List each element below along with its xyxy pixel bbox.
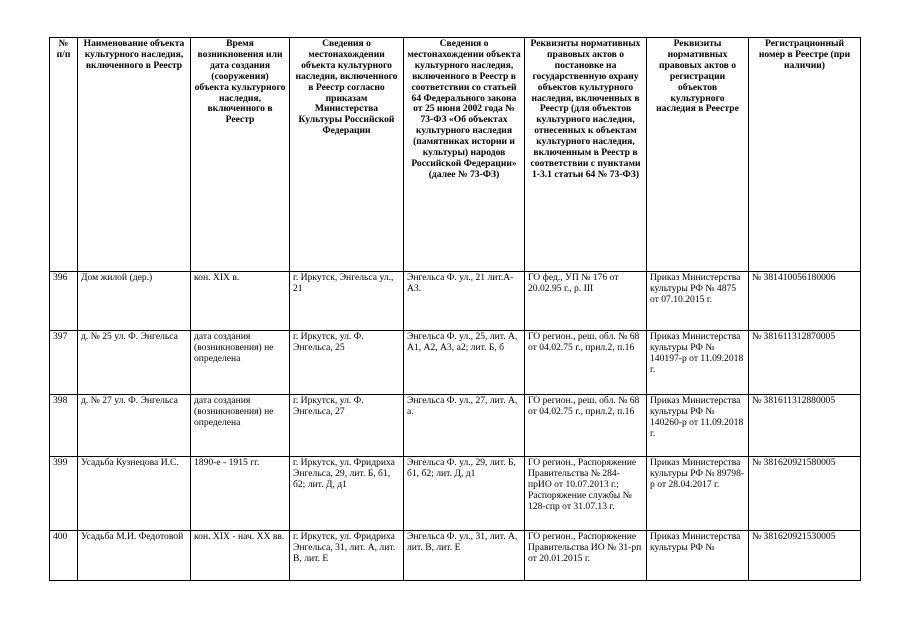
cell-location-ministry: г. Иркутск, ул. Фридриха Энгельса, 31, лит. А, лит. В, лит. Е (290, 531, 404, 581)
header-protection-acts: Реквизиты нормативных правовых актов о постановке на государственную охрану объектов культурного наследия, включенных в Реестр (для объектов культурного наследия, отнесенных к объектам культурного наследия, включенным в Реестр в соответствии с пунктами 1-3.1 статьи 64 № 73-ФЗ) (525, 38, 647, 272)
heritage-registry-table (49, 37, 861, 581)
cell-number: 398 (50, 395, 78, 457)
cell-protection-acts: ГО фед., УП № 176 от 20.02.95 г., р. III (525, 272, 647, 331)
table-row (50, 395, 861, 457)
header-registration-number: Регистрационный номер в Реестре (при наличии) (749, 38, 861, 272)
cell-registration-acts: Приказ Министерства культуры РФ № 140197-р от 11.09.2018 г. (647, 331, 749, 395)
cell-registration-number: № 381620921580005 (749, 457, 861, 531)
cell-number: 397 (50, 331, 78, 395)
cell-object-name: Дом жилой (дер.) (78, 272, 191, 331)
cell-registration-number: № 381620921530005 (749, 531, 861, 581)
cell-creation-date: кон. XIX - нач. XX вв. (191, 531, 290, 581)
header-location-article-64: Сведения о местонахождении объекта культурного наследия, включенного в Реестр в соответствии со статьей 64 Федерального закона от 25 июня 2002 года № 73-ФЗ «Об объектах культурного наследия (памятниках истории и культуры) народов Российской Федерации» (далее № 73-ФЗ) (404, 38, 525, 272)
cell-creation-date: кон. XIX в. (191, 272, 290, 331)
cell-location-article-64: Энгельса Ф. ул., 25, лит. А, А1, А2, А3, а2; лит. Б, б (404, 331, 525, 395)
cell-registration-acts: Приказ Министерства культуры РФ № 89798-р от 28.04.2017 г. (647, 457, 749, 531)
cell-location-ministry: г. Иркутск, Энгельса ул., 21 (290, 272, 404, 331)
cell-creation-date: 1890-е - 1915 гг. (191, 457, 290, 531)
cell-protection-acts: ГО регион., реш. обл. № 68 от 04.02.75 г., прил.2, п.16 (525, 395, 647, 457)
cell-object-name: Усадьба Кузнецова И.С. (78, 457, 191, 531)
cell-object-name: Усадьба М.И. Федотовой (78, 531, 191, 581)
cell-location-article-64: Энгельса Ф. ул., 27, лит. А, а. (404, 395, 525, 457)
cell-registration-acts: Приказ Министерства культуры РФ № (647, 531, 749, 581)
cell-registration-acts: Приказ Министерства культуры РФ № 140260-р от 11.09.2018 г. (647, 395, 749, 457)
cell-location-ministry: г. Иркутск, ул. Ф. Энгельса, 25 (290, 331, 404, 395)
cell-registration-number: № 381611312880005 (749, 395, 861, 457)
cell-location-article-64: Энгельса Ф. ул., 21 лит.А-А3. (404, 272, 525, 331)
table-row (50, 457, 861, 531)
cell-registration-acts: Приказ Министерства культуры РФ № 4875 от 07.10.2015 г. (647, 272, 749, 331)
cell-creation-date: дата создания (возникновения) не определена (191, 395, 290, 457)
cell-object-name: д. № 25 ул. Ф. Энгельса (78, 331, 191, 395)
table-header-row (50, 38, 861, 272)
cell-location-ministry: г. Иркутск, ул. Фридриха Энгельса, 29, лит. Б, б1, б2; лит. Д, д1 (290, 457, 404, 531)
cell-registration-number: № 381410056180006 (749, 272, 861, 331)
cell-location-article-64: Энгельса Ф. ул., 31, лит. А, лит. В, лит. Е (404, 531, 525, 581)
header-location-ministry: Сведения о местонахождении объекта культурного наследия, включенного в Реестр согласно приказам Министерства Культуры Российской Федерации (290, 38, 404, 272)
header-registration-acts: Реквизиты нормативных правовых актов о регистрации объектов культурного наследия в Реестре (647, 38, 749, 272)
cell-protection-acts: ГО регион., Распоряжение Правительства № 284-прИО от 10.07.2013 г.; Распоряжение службы № 128-спр от 31.07.13 г. (525, 457, 647, 531)
cell-object-name: д. № 27 ул. Ф. Энгельса (78, 395, 191, 457)
cell-protection-acts: ГО регион., Распоряжение Правительства ИО № 31-рп от 20.01.2015 г. (525, 531, 647, 581)
cell-protection-acts: ГО регион., реш. обл. № 68 от 04.02.75 г., прил.2, п.16 (525, 331, 647, 395)
header-number: № п/п (50, 38, 78, 272)
table-row (50, 272, 861, 331)
header-creation-date: Время возникновения или дата создания (сооружения) объекта культурного наследия, включенного в Реестр (191, 38, 290, 272)
cell-number: 399 (50, 457, 78, 531)
cell-number: 396 (50, 272, 78, 331)
cell-creation-date: дата создания (возникновения) не определена (191, 331, 290, 395)
table-row (50, 531, 861, 581)
header-object-name: Наименование объекта культурного наследия, включенного в Реестр (78, 38, 191, 272)
cell-registration-number: № 381611312870005 (749, 331, 861, 395)
cell-number: 400 (50, 531, 78, 581)
cell-location-article-64: Энгельса Ф. ул., 29, лит. Б, б1, б2; лит. Д, д1 (404, 457, 525, 531)
table-row (50, 331, 861, 395)
cell-location-ministry: г. Иркутск, ул. Ф. Энгельса, 27 (290, 395, 404, 457)
